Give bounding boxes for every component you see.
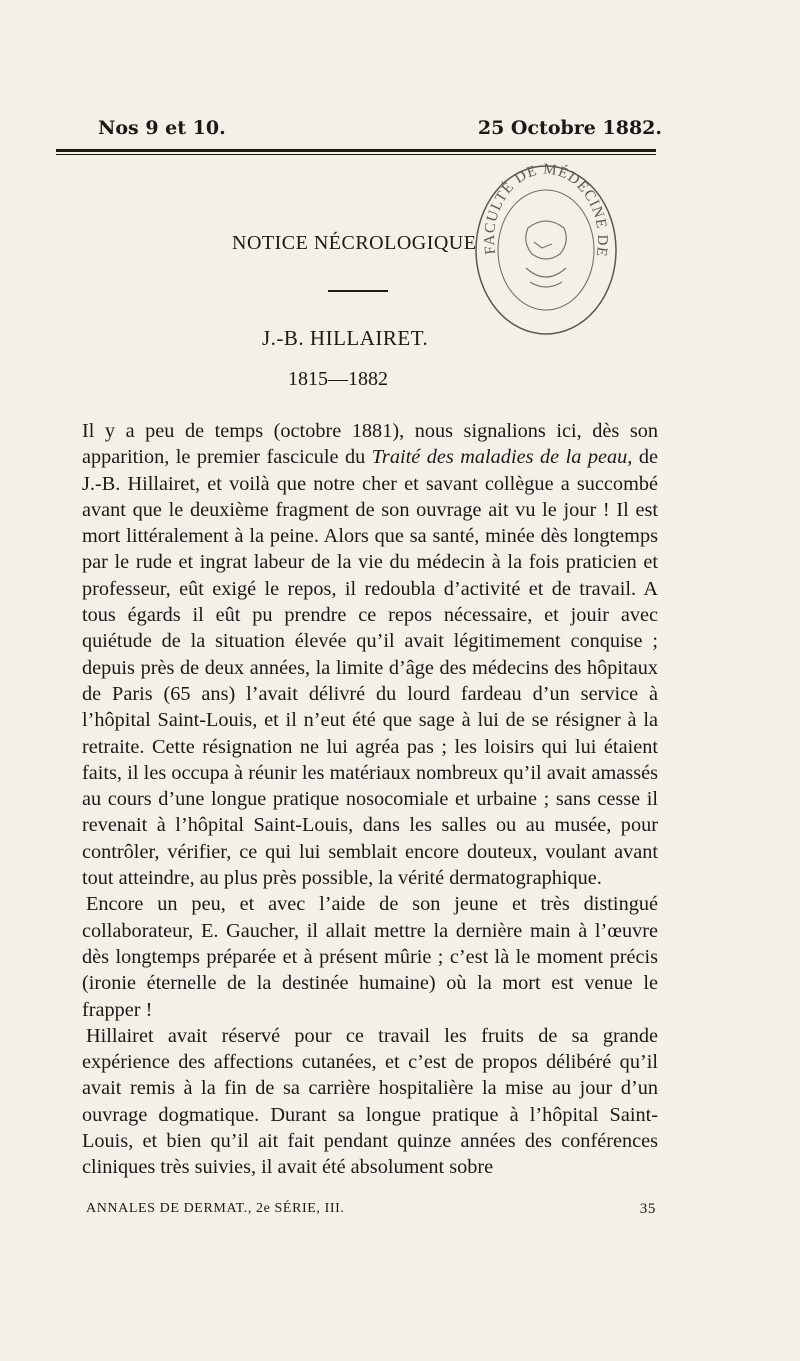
page-footer xyxy=(86,1197,656,1221)
journal-reference: ANNALES DE DERMAT., 2e SÉRIE, III. xyxy=(86,1201,345,1216)
library-stamp xyxy=(468,158,624,342)
page-number: 35 xyxy=(639,1201,656,1217)
article-body xyxy=(82,418,658,1181)
page-header xyxy=(98,112,662,144)
stamp-seal-icon xyxy=(468,158,624,342)
paragraph-3: Hillairet avait réservé pour ce travail les fruits de sa grande expérience des affections cutanées, et c’est de propos délibéré qu’il avait remis à la fin de sa carrière hospitalière la mise au jour d’un ouvrage dogmatique. Durant sa longue pratique à l’hôpital Saint-Louis, et bien qu’il ait fait pendant quinze années des conférences cliniques très suivies, il avait été absolument sobre xyxy=(82,1024,658,1179)
issue-number: Nos 9 et 10. xyxy=(98,117,226,139)
svg-text:FACULTÉ DE MÉDECINE DE PARIS: FACULTÉ DE MÉDECINE DE xyxy=(481,161,611,259)
article-title: NOTICE NÉCROLOGIQUE xyxy=(232,232,477,254)
header-rule xyxy=(56,149,656,155)
life-dates: 1815—1882 xyxy=(288,368,388,390)
issue-date: 25 Octobre 1882. xyxy=(477,117,662,139)
book-title: Traité des maladies de la peau xyxy=(371,446,628,469)
paragraph-1: Il y a peu de temps (octobre 1881), nous signalions ici, dès son apparition, le premier fascicule du Traité des maladies de la peau, de J.-B. Hillairet, et voilà que notre cher et savant collègue a succombé avant que le deuxième fragment de son ouvrage ait vu le jour ! Il est mort littéralement à la peine. Alors que sa santé, minée dès longtemps par le rude et ingrat labeur de la vie du médecin à la fois praticien et professeur, eût exigé le repos, il redoubla d’activité et de travail. A tous égards il eût pu prendre ce repos nécessaire, et jouir avec quiétude de la situation élevée qu’il avait légitimement conquise ; depuis près de deux années, la limite d’âge des médecins des hôpitaux de Paris (65 ans) l’avait délivré du lourd fardeau d’un service à l’hôpital Saint-Louis, et il n’eut été que sage à lui de se résigner à la retraite. Cette résignation ne lui agréa pas ; les loisirs qui lui étaient faits, il les occupa à réunir les matériaux nombreux qu’il avait amassés au cours d’une longue pratique nosocomiale et urbaine ; sans cesse il revenait à l’hôpital Saint-Louis, dans les salles ou au musée, pour contrôler, vérifier, ce qui lui semblait encore douteux, voulant avant tout atteindre, au plus près possible, la vérité dermatographique. xyxy=(82,420,658,890)
title-rule xyxy=(328,290,388,292)
deceased-name: J.-B. HILLAIRET. xyxy=(262,326,429,350)
paragraph-2: Encore un peu, et avec l’aide de son jeune et très distingué collaborateur, E. Gaucher, il allait mettre la dernière main à l’œuvre dès longtemps préparée et à présent mûrie ; c’est là le moment précis (ironie éternelle de la destinée humaine) où la mort est venue le frapper ! xyxy=(82,893,658,1021)
